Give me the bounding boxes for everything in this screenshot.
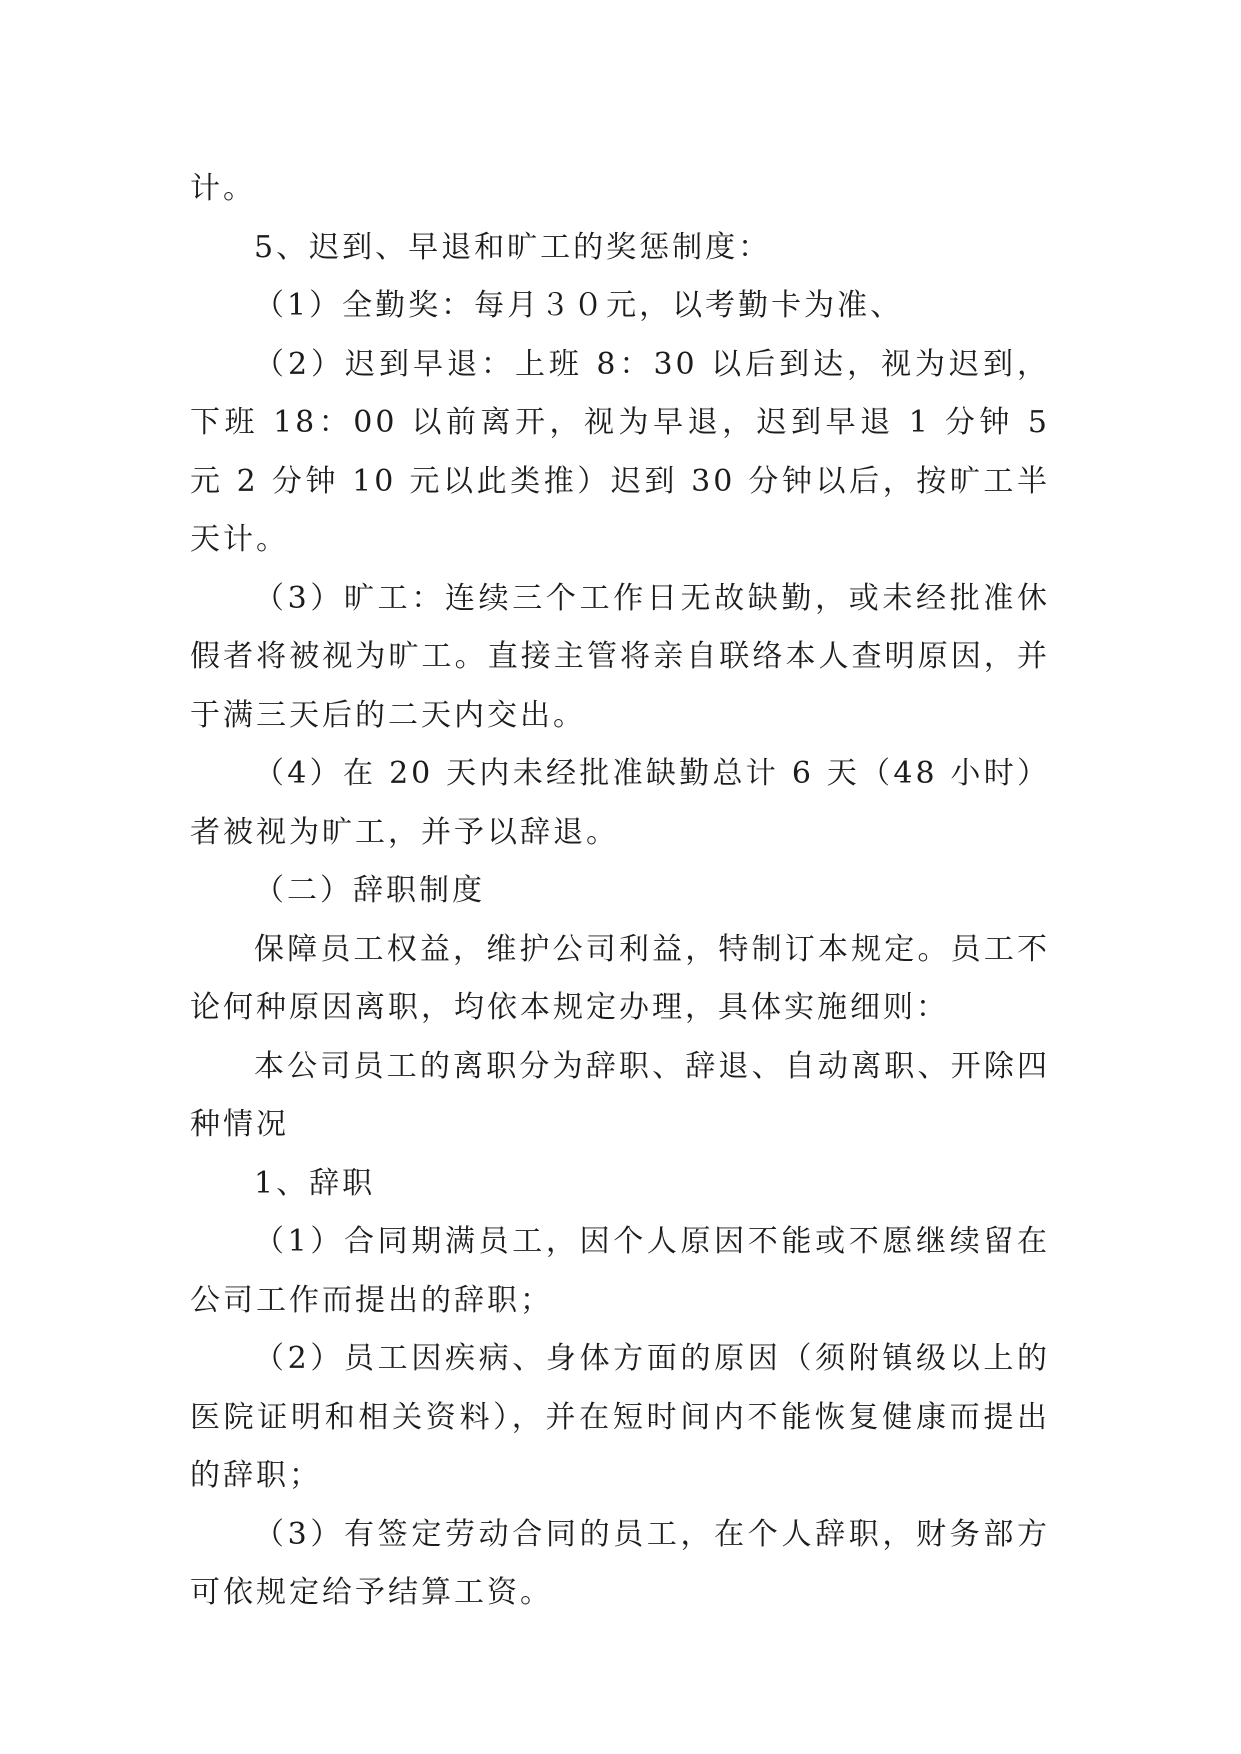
paragraph-absenteeism: （3）旷工：连续三个工作日无故缺勤，或未经批准休假者将被视为旷工。直接主管将亲自联络本人查明原因，并于满三天后的二天内交出。 — [190, 580, 1050, 733]
paragraph-section-5-heading: 5、迟到、早退和旷工的奖惩制度： — [254, 229, 772, 265]
paragraph-contract-expiry: （1）合同期满员工，因个人原因不能或不愿继续留在公司工作而提出的辞职； — [190, 1224, 1050, 1318]
paragraph-separation-types: 本公司员工的离职分为辞职、辞退、自动离职、开除四种情况 — [190, 1048, 1050, 1142]
paragraph-resignation-subheading: 1、辞职 — [254, 1165, 376, 1201]
paragraph-attendance-bonus: （1）全勤奖：每月３０元，以考勤卡为准、 — [254, 288, 904, 323]
paragraph-resignation-purpose: 保障员工权益，维护公司利益，特制订本规定。员工不论何种原因离职，均依本规定办理，具体实施细则： — [190, 931, 1050, 1025]
paragraph-absence-dismissal: （4）在 20 天内未经批准缺勤总计 6 天（48 小时）者被视为旷工，并予以辞退。 — [190, 756, 1050, 850]
paragraph-continuation: 计。 — [190, 171, 256, 206]
paragraph-health-reasons: （2）员工因疾病、身体方面的原因（须附镇级以上的医院证明和相关资料），并在短时间内不能恢复健康而提出的辞职； — [190, 1341, 1050, 1493]
paragraph-late-early-leave: （2）迟到早退：上班 8：30 以后到达，视为迟到，下班 18：00 以前离开，视为早退，迟到早退 1 分钟 5 元 2 分钟 10 元以此类推）迟到 30 分钟以后，按旷工半天计。 — [190, 346, 1050, 557]
document-body — [190, 160, 1050, 1623]
paragraph-salary-settlement: （3）有签定劳动合同的员工，在个人辞职，财务部方可依规定给予结算工资。 — [190, 1516, 1050, 1610]
paragraph-resignation-heading: （二）辞职制度 — [254, 873, 485, 908]
